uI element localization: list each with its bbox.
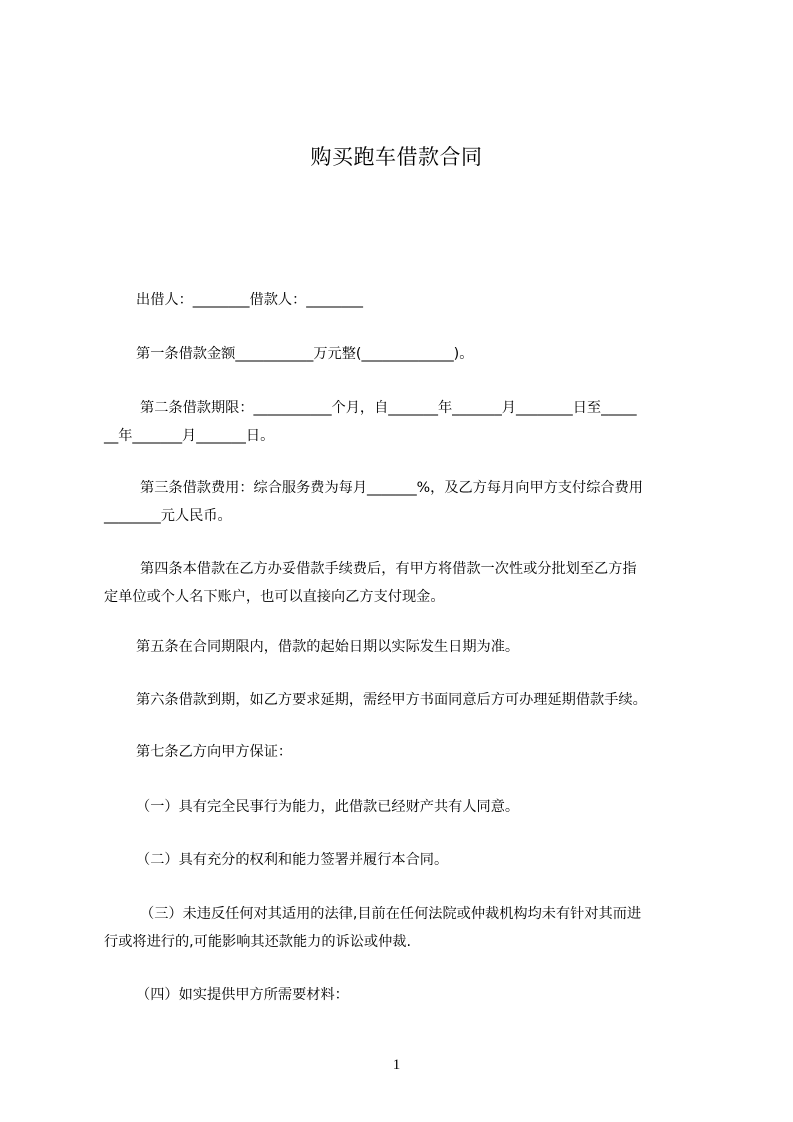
clause-3-loan-fees: [104, 474, 704, 530]
guarantee-item-1: [104, 793, 704, 821]
paragraph-line: （三）未违反任何对其适用的法律,目前在任何法院或仲裁机构均未有针对其而进: [140, 906, 642, 922]
paragraph-line: 第六条借款到期，如乙方要求延期，需经甲方书面同意后方可办理延期借款手续。: [136, 692, 647, 708]
paragraph-line: 第四条本借款在乙方办妥借款手续费后，有甲方将借款一次性或分批划至乙方指: [140, 561, 637, 577]
parties-line: [104, 286, 704, 314]
guarantee-item-4: [104, 981, 704, 1009]
paragraph-line: 第五条在合同期限内，借款的起始日期以实际发生日期为准。: [136, 639, 520, 655]
clause-2-loan-term: [104, 394, 704, 450]
guarantee-item-3: [104, 900, 704, 956]
clause-6-extension: [104, 686, 704, 714]
paragraph-line: （一）具有完全民事行为能力，此借款已经财产共有人同意。: [136, 799, 520, 815]
clause-5-start-date: [104, 633, 704, 661]
paragraph-line: （二）具有充分的权利和能力签署并履行本合同。: [136, 852, 449, 868]
paragraph-line: ________元人民币。: [104, 508, 232, 524]
paragraph-line: 第一条借款金额___________万元整(_____________)。: [136, 346, 474, 362]
paragraph-line: （四）如实提供甲方所需要材料：: [136, 987, 349, 1003]
clause-7-guarantees: [104, 738, 704, 766]
paragraph-line: 第七条乙方向甲方保证：: [136, 744, 293, 760]
page-number: 1: [392, 1057, 401, 1073]
clause-1-loan-amount: [104, 340, 704, 368]
paragraph-line: 定单位或个人名下账户，也可以直接向乙方支付现金。: [104, 589, 445, 605]
guarantee-item-2: [104, 846, 704, 874]
paragraph-line: __年_______月_______日。: [104, 428, 275, 444]
paragraph-line: 第三条借款费用：综合服务费为每月_______%，及乙方每月向甲方支付综合费用: [140, 480, 643, 496]
paragraph-line: 行或将进行的,可能影响其还款能力的诉讼或仲裁.: [104, 934, 411, 950]
paragraph-line: 第二条借款期限：___________个月，自_______年_______月________日至_____: [140, 400, 637, 416]
paragraph-line: 出借人：________借款人：________: [136, 292, 364, 308]
document-title: 购买跑车借款合同: [310, 145, 483, 169]
clause-4-disbursement: [104, 555, 704, 611]
